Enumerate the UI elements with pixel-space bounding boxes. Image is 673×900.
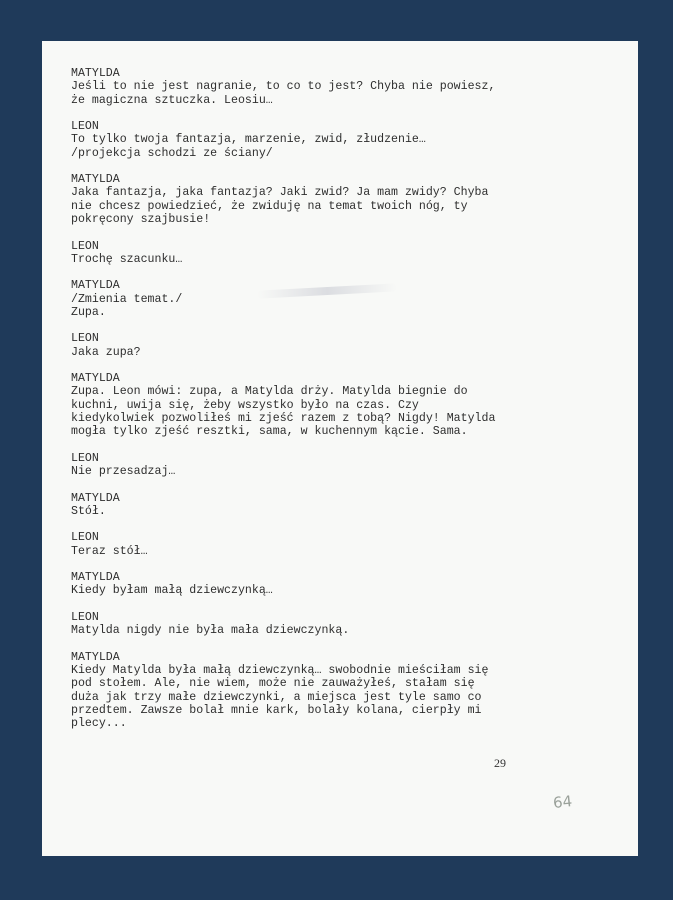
speaker-name: LEON <box>71 120 99 134</box>
dialogue-line: że magiczna sztuczka. Leosiu… <box>71 93 273 107</box>
dialogue-block <box>71 240 511 267</box>
dialogue-line: Kiedy Matylda była małą dziewczynką… swobodnie mieściłam się <box>71 664 489 678</box>
dialogue-block <box>71 120 511 160</box>
dialogue-line: plecy... <box>71 717 127 731</box>
dialogue-line: /projekcja schodzi ze ściany/ <box>71 146 273 160</box>
dialogue-line: Stół. <box>71 504 106 518</box>
dialogue-line: pod stołem. Ale, nie wiem, może nie zauważyłeś, stałam się <box>71 677 475 691</box>
dialogue-line: Jaka fantazja, jaka fantazja? Jaki zwid? Ja mam zwidy? Chyba <box>71 186 489 200</box>
dialogue-line: kuchni, uwija się, żeby wszystko było na czas. Czy <box>71 398 419 412</box>
speaker-name: MATYLDA <box>71 571 120 585</box>
dialogue-line: mogła tylko zjeść resztki, sama, w kuchennym kącie. Sama. <box>71 425 468 439</box>
dialogue-block <box>71 651 511 731</box>
dialogue-line: nie chcesz powiedzieć, że zwiduję na temat twoich nóg, ty <box>71 199 468 213</box>
speaker-name: LEON <box>71 239 99 253</box>
script-text <box>71 67 511 744</box>
dialogue-block <box>71 372 511 438</box>
dialogue-line: Zupa. Leon mówi: zupa, a Matylda drży. Matylda biegnie do <box>71 385 468 399</box>
handwritten-page-mark: 64 <box>552 792 573 812</box>
dialogue-line: /Zmienia temat./ <box>71 292 183 306</box>
speaker-name: LEON <box>71 531 99 545</box>
dialogue-block <box>71 279 511 319</box>
dialogue-line: duża jak trzy małe dziewczynki, a miejsca jest tyle samo co <box>71 690 482 704</box>
dialogue-line: To tylko twoja fantazja, marzenie, zwid, złudzenie… <box>71 133 426 147</box>
speaker-name: MATYLDA <box>71 491 120 505</box>
dialogue-line: pokręcony szajbusie! <box>71 213 211 227</box>
dialogue-line: Trochę szacunku… <box>71 252 183 266</box>
dialogue-line: Jaka zupa? <box>71 345 141 359</box>
page-number: 29 <box>494 756 506 770</box>
dialogue-line: kiedykolwiek pozwoliłeś mi zjeść razem z tobą? Nigdy! Matylda <box>71 412 496 426</box>
dialogue-line: Zupa. <box>71 305 106 319</box>
dialogue-block <box>71 67 511 107</box>
speaker-name: LEON <box>71 610 99 624</box>
dialogue-block <box>71 452 511 479</box>
speaker-name: LEON <box>71 451 99 465</box>
speaker-name: LEON <box>71 332 99 346</box>
speaker-name: MATYLDA <box>71 372 120 386</box>
dialogue-line: Jeśli to nie jest nagranie, to co to jest? Chyba nie powiesz, <box>71 80 496 94</box>
dialogue-block <box>71 571 511 598</box>
dialogue-block <box>71 531 511 558</box>
speaker-name: MATYLDA <box>71 67 120 80</box>
dialogue-line: Kiedy byłam małą dziewczynką… <box>71 584 273 598</box>
dialogue-line: przedtem. Zawsze bolał mnie kark, bolały kolana, cierpły mi <box>71 703 482 717</box>
speaker-name: MATYLDA <box>71 279 120 293</box>
speaker-name: MATYLDA <box>71 173 120 187</box>
dialogue-line: Nie przesadzaj… <box>71 465 176 479</box>
speaker-name: MATYLDA <box>71 650 120 664</box>
dialogue-line: Matylda nigdy nie była mała dziewczynką. <box>71 624 350 638</box>
dialogue-block <box>71 332 511 359</box>
dialogue-block <box>71 611 511 638</box>
dialogue-block <box>71 492 511 519</box>
dialogue-block <box>71 173 511 226</box>
dialogue-line: Teraz stół… <box>71 544 148 558</box>
